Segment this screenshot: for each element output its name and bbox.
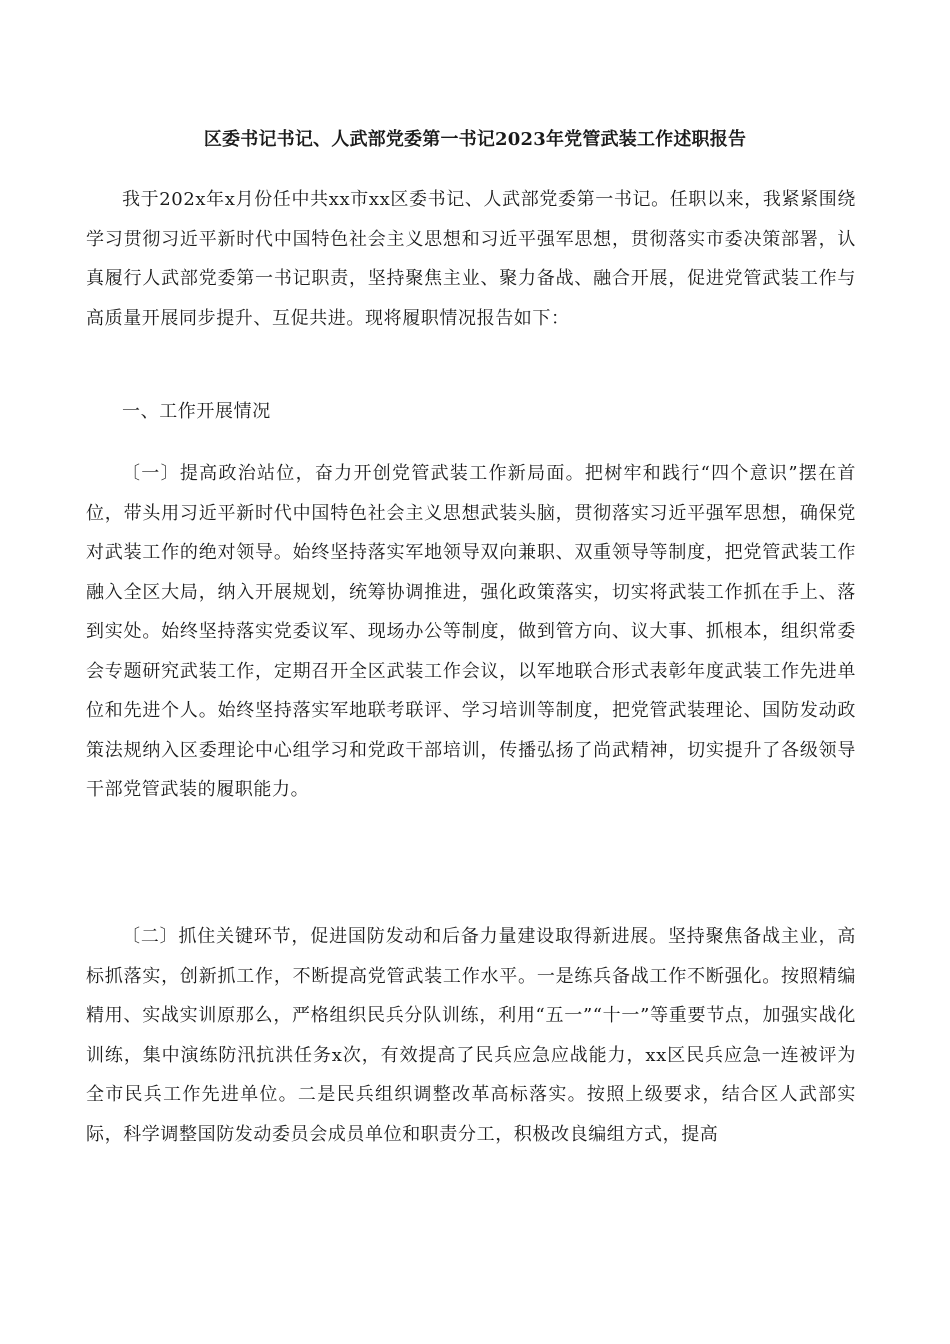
- section-one-paragraph: 〔一〕提高政治站位，奋力开创党管武装工作新局面。把树牢和践行“四个意识”摆在首位，带头用习近平新时代中国特色社会主义思想武装头脑，贯彻落实习近平强军思想，确保党对武装工作的绝对领导。始终坚持落实军地领导双向兼职、双重领导等制度，把党管武装工作融入全区大局，纳入开展规划，统筹协调推进，强化政策落实，切实将武装工作抓在手上、落到实处。始终坚持落实党委议军、现场办公等制度，做到管方向、议大事、抓根本，组织常委会专题研究武装工作，定期召开全区武装工作会议，以军地联合形式表彰年度武装工作先进单位和先进个人。始终坚持落实军地联考联评、学习培训等制度，把党管武装理论、国防发动政策法规纳入区委理论中心组学习和党政干部培训，传播弘扬了尚武精神，切实提升了各级领导干部党管武装的履职能力。: [86, 463, 856, 800]
- section-heading: 一、工作开展情况: [122, 401, 271, 422]
- section-two-paragraph: 〔二〕抓住关键环节，促进国防发动和后备力量建设取得新进展。坚持聚焦备战主业，高标抓落实，创新抓工作，不断提高党管武装工作水平。一是练兵备战工作不断强化。按照精编精用、实战实训原那么，严格组织民兵分队训练，利用“五一”“十一”等重要节点，加强实战化训练，集中演练防汛抗洪任务x次，有效提高了民兵应急应战能力，xx区民兵应急一连被评为全市民兵工作先进单位。二是民兵组织调整改革高标落实。按照上级要求，结合区人武部实际，科学调整国防发动委员会成员单位和职责分工，积极改良编组方式，提高: [86, 926, 856, 1145]
- document-title: 区委书记书记、人武部党委第一书记2023年党管武装工作述职报告: [203, 129, 747, 150]
- intro-paragraph: 我于202x年x月份任中共xx市xx区委书记、人武部党委第一书记。任职以来，我紧紧围绕学习贯彻习近平新时代中国特色社会主义思想和习近平强军思想，贯彻落实市委决策部署，认真履行人武部党委第一书记职责，坚持聚焦主业、聚力备战、融合开展，促进党管武装工作与高质量开展同步提升、互促共进。现将履职情况报告如下：: [86, 189, 856, 329]
